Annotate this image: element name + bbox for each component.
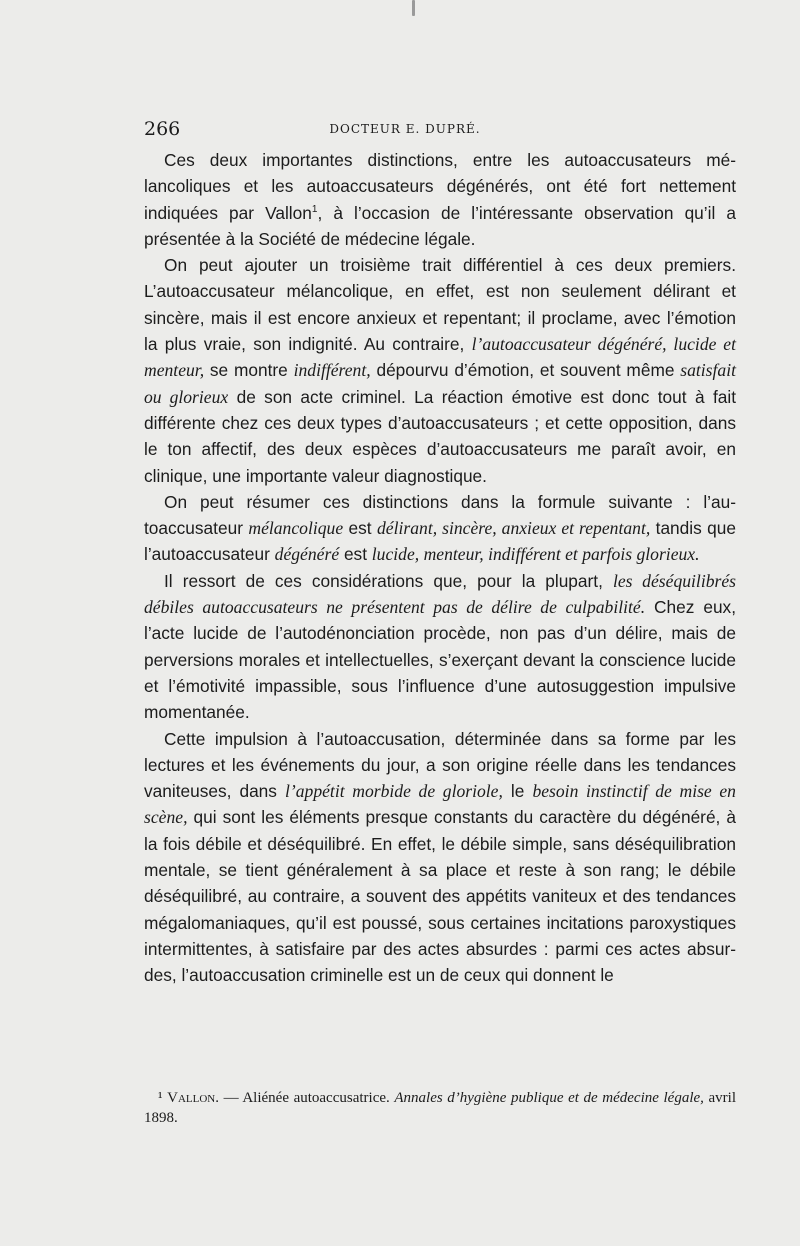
text-segment: se montre: [204, 360, 294, 381]
text-segment: tandis que l’autoaccusateur: [144, 518, 736, 565]
page-number: 266: [144, 118, 181, 140]
body-text: [144, 147, 736, 989]
text-segment: dépourvu d’émotion, et souvent même: [370, 360, 681, 381]
text-segment: qui sont les éléments presque constants du caractère du dégénéré, à la fois débile et déséquilibré. En effet, le débile simple, sans déséquilibration mentale, se tient généralement à sa place et reste à son rang; le débile déséquilibré, au contraire, a souvent des appétits vaniteux et des tendances mégalomaniaques, qu’il est poussé, sous certaines incitations paroxystiques intermittentes, à satisfaire par des actes absurdes : parmi ces actes absurdes, l’autoaccusation criminelle est un de ceux qui donnent le: [144, 807, 736, 986]
text-segment: , à l’occasion de l’intéressante observation qu’il a présentée à la Société de médecine légale.: [144, 202, 736, 249]
paragraph-5: [144, 726, 736, 989]
italic-segment: l’autoaccusateur dégénéré, lucide et menteur,: [144, 334, 736, 381]
text-segment: de son acte criminel. La réaction émotive est donc tout à fait différente chez ces deux types d’autoaccusateurs ; et cette opposition, dans le ton affectif, des deux espèces d’autoaccusateurs me paraît avoir, en clinique, une importante valeur diagnostique.: [144, 386, 736, 486]
footnote-marker: ¹: [158, 1090, 163, 1106]
text-segment: est: [343, 518, 377, 539]
footnote-author: Vallon.: [167, 1090, 219, 1106]
text-segment: Cette impulsion à l’autoaccusation, déterminée dans sa forme par les lectures et les événements du jour, a son origine réelle dans les tendances vaniteuses, dans: [144, 728, 736, 802]
scan-mark: [412, 0, 415, 16]
footnote-ref: 1: [311, 203, 318, 215]
footnote-text: [144, 1088, 736, 1128]
italic-segment: mélancolique: [248, 518, 344, 539]
italic-segment: besoin instinctif de mise en scène,: [144, 781, 736, 828]
running-head: DOCTEUR E. DUPRÉ.: [329, 122, 481, 136]
italic-segment: satisfait ou glorieux: [144, 360, 736, 407]
paragraph-4: [144, 568, 736, 726]
text-segment: le: [502, 781, 533, 802]
text-segment: Ces deux importantes distinctions, entre les autoaccusateurs mélancoliques et les autoaccusateurs dégénérés, ont été fort nettement indiquées par Vallon: [144, 150, 736, 223]
footnote-journal: Annales d’hygiène publique et de médecine légale,: [394, 1090, 704, 1106]
italic-segment: indifférent,: [293, 360, 371, 381]
text-segment: est: [339, 544, 372, 565]
italic-segment: les déséquilibrés débiles autoaccusateurs ne présentent pas de délire de culpabilité.: [144, 570, 737, 618]
italic-segment: lucide, menteur, indifférent et parfois glorieux.: [371, 544, 700, 565]
paragraph-1: [144, 147, 736, 252]
text-segment: On peut ajouter un troisième trait différentiel à ces deux premiers. L’autoaccusateur mélancolique, en effet, est non seulement délirant et sincère, mais il est encore anxieux et repentant; il proclame, avec l’émotion la plus vraie, son indignité. Au contraire,: [144, 255, 736, 355]
italic-segment: délirant, sincère, anxieux et repentant,: [377, 518, 651, 539]
paragraph-3: [144, 489, 736, 568]
text-segment: Il ressort de ces considérations que, pour la plupart,: [164, 570, 613, 591]
italic-segment: dégénéré: [274, 544, 340, 565]
footnote: [144, 1088, 736, 1128]
italic-segment: l’appétit morbide de gloriole,: [284, 781, 503, 802]
text-segment: — Aliénée autoaccusatrice.: [218, 1090, 395, 1106]
text-segment: avril 1898.: [144, 1090, 736, 1126]
paragraph-2: [144, 252, 736, 489]
text-segment: On peut résumer ces distinctions dans la formule suivante : l’autoaccusateur: [144, 491, 736, 539]
page-header: [144, 118, 736, 142]
text-segment: Chez eux, l’acte lucide de l’autodénonciation procède, non pas d’un délire, mais de perversions morales et intellectuelles, s’exerçant devant la conscience lucide et l’émotivité impassible, sous l’influence d’une autosuggestion impulsive momentanée.: [144, 597, 736, 723]
